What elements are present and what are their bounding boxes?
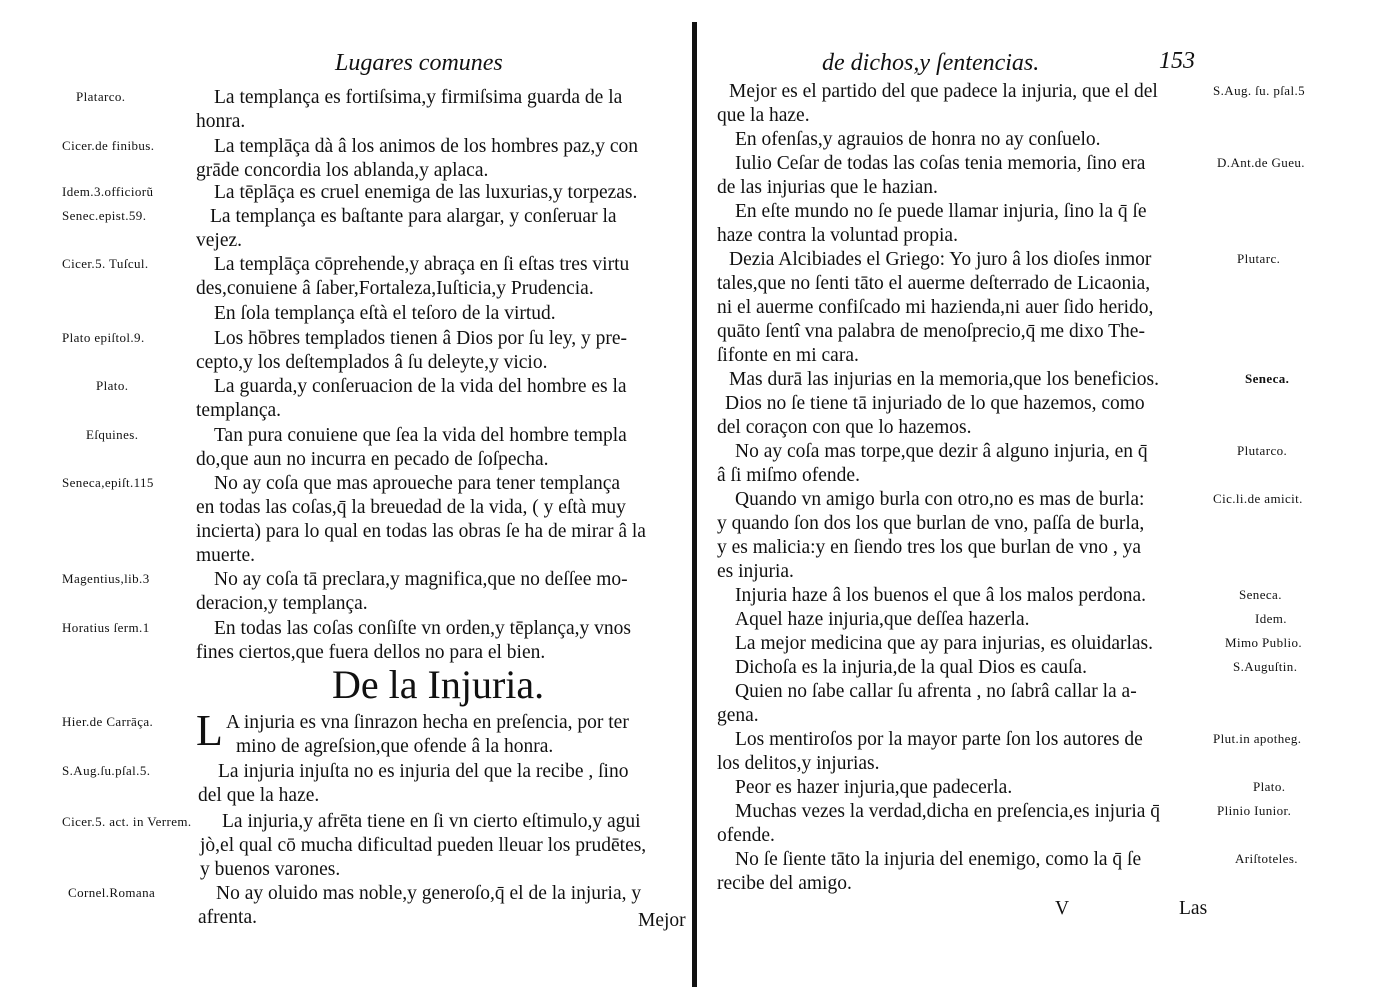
text-line: La mejor medicina que ay para injurias, es oluidarlas. bbox=[735, 633, 1154, 654]
text-line: La injuria,y afrēta tiene en ſi vn cierto eſtimulo,y agui bbox=[222, 811, 641, 832]
text-line: Injuria haze â los buenos el que â los malos perdona. bbox=[735, 585, 1146, 606]
text-line: No ay coſa mas torpe,que dezir â alguno injuria, en q̄ bbox=[735, 441, 1148, 462]
text-line: Mas durā las injurias en la memoria,que los beneficios. bbox=[729, 369, 1159, 390]
text-line: Tan pura conuiene que ſea la vida del hombre templa bbox=[214, 425, 627, 446]
text-line: Quien no ſabe callar ſu afrenta , no ſabrâ callar la a- bbox=[735, 681, 1137, 702]
text-line: del que la haze. bbox=[198, 785, 320, 806]
entry-text bbox=[735, 584, 1207, 608]
margin-note: Seneca. bbox=[1245, 371, 1290, 386]
text-line: A injuria es vna ſinrazon hecha en preſencia, por ter bbox=[226, 712, 629, 733]
signature-mark: V bbox=[1055, 898, 1070, 919]
text-line: gena. bbox=[717, 705, 759, 726]
running-head-left: Lugares comunes bbox=[335, 50, 503, 76]
entry-text bbox=[735, 128, 1207, 152]
text-line: cepto,y los deſtemplados â ſu deleyte,y vicio. bbox=[196, 352, 548, 373]
entry-text bbox=[196, 135, 680, 183]
entry-text bbox=[717, 488, 1207, 584]
entry-text bbox=[717, 80, 1207, 128]
entry-text bbox=[226, 711, 680, 759]
text-line: Aquel haze injuria,que deſſea hazerla. bbox=[735, 609, 1030, 630]
text-line: recibe del amigo. bbox=[717, 873, 852, 894]
margin-note: Cicer.de finibus. bbox=[62, 138, 155, 153]
text-line: En eſte mundo no ſe puede llamar injuria, ſino la q̄ ſe bbox=[735, 201, 1147, 222]
entry-text bbox=[196, 617, 680, 665]
text-line: quāto ſentî vna palabra de menoſprecio,q̄ me dixo The- bbox=[717, 321, 1145, 342]
margin-note: Eſquines. bbox=[86, 427, 139, 442]
text-line: La injuria injuſta no es injuria del que la recibe , ſino bbox=[218, 761, 629, 782]
entry-text bbox=[735, 656, 1207, 680]
text-line: fines ciertos,que fuera dellos no para el bien. bbox=[196, 642, 546, 663]
margin-note: Idem. bbox=[1255, 611, 1287, 626]
text-line: Peor es hazer injuria,que padecerla. bbox=[735, 777, 1013, 798]
text-line: En ofenſas,y agrauios de honra no ay conſuelo. bbox=[735, 129, 1101, 150]
margin-note: Seneca. bbox=[1239, 587, 1282, 602]
entry-text bbox=[717, 728, 1207, 776]
text-line: Los hōbres templados tienen â Dios por ſu ley, y pre- bbox=[214, 328, 628, 349]
text-line: haze contra la voluntad propia. bbox=[717, 225, 958, 246]
margin-note: Cornel.Romana bbox=[68, 885, 156, 900]
margin-note: Ariſtoteles. bbox=[1235, 851, 1298, 866]
text-line: incierta) para lo qual en todas las obras ſe ha de mirar â la bbox=[196, 521, 646, 542]
text-line: honra. bbox=[196, 111, 246, 132]
entry-text bbox=[717, 152, 1207, 200]
margin-note: Hier.de Carrāça. bbox=[62, 714, 154, 729]
entry-text bbox=[196, 86, 680, 134]
margin-note: S.Aug.ſu.pſal.5. bbox=[62, 763, 151, 778]
text-line: del coraçon con que lo hazemos. bbox=[717, 417, 972, 438]
text-line: y quando ſon dos los que burlan de vno, paſſa de burla, bbox=[717, 513, 1145, 534]
margin-note: Plinio Iunior. bbox=[1217, 803, 1292, 818]
margin-note: Plato. bbox=[1253, 779, 1286, 794]
text-line: des,conuiene â ſaber,Fortaleza,Iuſticia,y Prudencia. bbox=[196, 278, 594, 299]
margin-note: D.Ant.de Gueu. bbox=[1217, 155, 1305, 170]
margin-note: Cicer.5. act. in Verrem. bbox=[62, 814, 192, 829]
right-page bbox=[697, 0, 1381, 1000]
margin-note: Idem.3.officiorũ bbox=[62, 184, 154, 199]
margin-note: Senec.epist.59. bbox=[62, 208, 147, 223]
entry-text bbox=[735, 776, 1207, 800]
text-line: deracion,y templança. bbox=[196, 593, 368, 614]
entry-text bbox=[200, 810, 680, 882]
text-line: que la haze. bbox=[717, 105, 810, 126]
text-line: Dichoſa es la injuria,de la qual Dios es cauſa. bbox=[735, 657, 1087, 678]
entry-text bbox=[717, 440, 1207, 488]
text-line: Mejor es el partido del que padece la injuria, que el del bbox=[729, 81, 1158, 102]
entry-text bbox=[214, 302, 680, 326]
text-line: mino de agreſsion,que ofende â la honra. bbox=[236, 736, 554, 757]
text-line: en todas las coſas,q̄ la breuedad de la vida, ( y eſtà muy bbox=[196, 497, 626, 518]
entry-text bbox=[198, 760, 680, 808]
margin-note: Horatius ſerm.1 bbox=[62, 620, 150, 635]
section-title: De la Injuria. bbox=[332, 662, 545, 707]
entry-text bbox=[214, 181, 680, 205]
text-line: No ſe ſiente tāto la injuria del enemigo, como la q̄ ſe bbox=[735, 849, 1142, 870]
margin-note: Plut.in apotheg. bbox=[1213, 731, 1302, 746]
catchword-right: Las bbox=[1179, 898, 1208, 919]
entry-text bbox=[717, 680, 1207, 728]
margin-note: Plato epiſtol.9. bbox=[62, 330, 145, 345]
drop-cap: L bbox=[196, 706, 223, 755]
text-line: No ay coſa tā preclara,y magnifica,que no deſſee mo- bbox=[214, 569, 628, 590]
text-line: es injuria. bbox=[717, 561, 794, 582]
text-line: La templança es baſtante para alargar, y conſeruar la bbox=[210, 206, 617, 227]
text-line: En ſola templança eſtà el teſoro de la virtud. bbox=[214, 303, 556, 324]
margin-note: Magentius,lib.3 bbox=[62, 571, 150, 586]
entry-text bbox=[735, 608, 1207, 632]
margin-note: Seneca,epiſt.115 bbox=[62, 475, 154, 490]
entry-text bbox=[198, 882, 680, 930]
text-line: No ay coſa que mas aproueche para tener templança bbox=[214, 473, 621, 494]
margin-note: Plutarco. bbox=[1237, 443, 1288, 458]
text-line: Iulio Ceſar de todas las coſas tenia memoria, ſino era bbox=[735, 153, 1146, 174]
text-line: jò,el qual cō mucha dificultad pueden lleuar los prudētes, bbox=[200, 835, 647, 856]
margin-note: Plutarc. bbox=[1237, 251, 1281, 266]
text-line: La templāça cōprehende,y abraça en ſi eſtas tres virtu bbox=[214, 254, 630, 275]
entry-text bbox=[717, 248, 1207, 368]
entry-text bbox=[196, 424, 680, 472]
catchword-left: Mejor bbox=[638, 910, 686, 931]
text-line: La guarda,y conſeruacion de la vida del hombre es la bbox=[214, 376, 627, 397]
entry-text bbox=[196, 568, 680, 616]
margin-note: Mimo Publio. bbox=[1225, 635, 1303, 650]
text-line: tales,que no ſenti tāto el auerme deſterrado de Licaonia, bbox=[717, 273, 1151, 294]
text-line: No ay oluido mas noble,y generoſo,q̄ el de la injuria, y bbox=[216, 883, 642, 904]
entry-text bbox=[196, 327, 680, 375]
text-line: Muchas vezes la verdad,dicha en preſencia,es injuria q̄ bbox=[735, 801, 1161, 822]
folio-number: 153 bbox=[1159, 48, 1195, 74]
running-head-right: de dichos,y ſentencias. bbox=[822, 50, 1040, 76]
margin-note: Plato. bbox=[96, 378, 129, 393]
entry-text bbox=[196, 375, 680, 423]
text-line: y buenos varones. bbox=[200, 859, 341, 880]
entry-text bbox=[196, 253, 680, 301]
entry-text bbox=[196, 205, 680, 253]
margin-note: S.Aug. ſu. pſal.5 bbox=[1213, 83, 1306, 98]
text-line: ſifonte en mi cara. bbox=[717, 345, 859, 366]
text-line: La templança es fortiſsima,y firmiſsima guarda de la bbox=[214, 87, 623, 108]
text-line: Dios no ſe tiene tā injuriado de lo que hazemos, como bbox=[725, 393, 1145, 414]
entry-text bbox=[717, 800, 1207, 848]
text-line: templança. bbox=[196, 400, 281, 421]
text-line: vejez. bbox=[196, 230, 243, 251]
text-line: â ſi miſmo ofende. bbox=[717, 465, 860, 486]
text-line: los delitos,y injurias. bbox=[717, 753, 880, 774]
entry-text bbox=[717, 848, 1207, 896]
text-line: afrenta. bbox=[198, 907, 257, 928]
margin-note: Cic.li.de amicit. bbox=[1213, 491, 1303, 506]
text-line: Los mentiroſos por la mayor parte ſon los autores de bbox=[735, 729, 1143, 750]
text-line: Dezia Alcibiades el Griego: Yo juro â los dioſes inmor bbox=[729, 249, 1152, 270]
entry-text bbox=[196, 472, 680, 568]
entry-text bbox=[717, 392, 1207, 440]
text-line: Quando vn amigo burla con otro,no es mas de burla: bbox=[735, 489, 1145, 510]
entry-text bbox=[717, 200, 1207, 248]
text-line: En todas las coſas conſiſte vn orden,y tēplança,y vnos bbox=[214, 618, 631, 639]
margin-note: Platarco. bbox=[76, 89, 126, 104]
text-line: y es malicia:y en ſiendo tres los que burlan de vno , ya bbox=[717, 537, 1142, 558]
entry-text bbox=[729, 368, 1207, 392]
text-line: de las injurias que le hazian. bbox=[717, 177, 938, 198]
text-line: La tēplāça es cruel enemiga de las luxurias,y torpezas. bbox=[214, 182, 638, 203]
margin-note: Cicer.5. Tuſcul. bbox=[62, 256, 149, 271]
margin-note: S.Auguſtin. bbox=[1233, 659, 1298, 674]
entry-text bbox=[735, 632, 1207, 656]
text-line: muerte. bbox=[196, 545, 256, 566]
text-line: ni el auerme confiſcado mi hazienda,ni auer ſido herido, bbox=[717, 297, 1154, 318]
text-line: La templāça dà â los animos de los hombres paz,y con bbox=[214, 136, 638, 157]
text-line: ofende. bbox=[717, 825, 775, 846]
text-line: grāde concordia los ablanda,y aplaca. bbox=[196, 160, 489, 181]
text-line: do,que aun no incurra en pecado de ſoſpecha. bbox=[196, 449, 549, 470]
